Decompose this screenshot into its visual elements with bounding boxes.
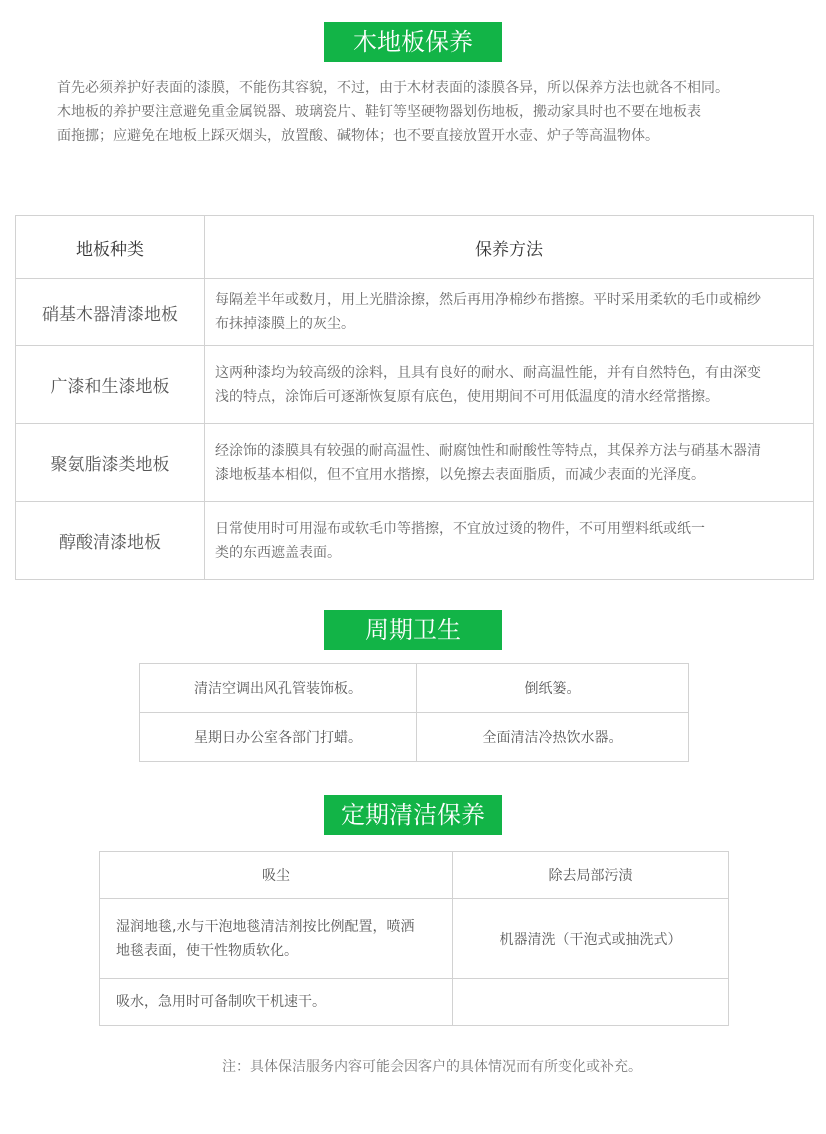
method-line: 类的东西遮盖表面。 (215, 544, 341, 561)
care-method (205, 424, 814, 502)
intro-paragraph (57, 76, 787, 148)
header-floor-type: 地板种类 (16, 216, 205, 279)
table-row (140, 713, 689, 762)
hygiene-task: 全面清洁冷热饮水器。 (417, 713, 689, 762)
cleaning-step (100, 899, 453, 979)
intro-line: 首先必须养护好表面的漆膜，不能伤其容貌，不过，由于木材表面的漆膜各异，所以保养方法也就各不相同。 (57, 80, 729, 96)
method-line: 经涂饰的漆膜具有较强的耐高温性、耐腐蚀性和耐酸性等特点，其保养方法与硝基木器清 (215, 442, 761, 459)
table-row (16, 502, 814, 580)
cleaning-method: 机器清洗（干泡式或抽洗式） (453, 899, 729, 979)
floor-type: 广漆和生漆地板 (16, 346, 205, 424)
care-method (205, 502, 814, 580)
step-line: 湿润地毯,水与干泡地毯清洁剂按比例配置，喷洒 (116, 918, 415, 935)
step-line: 地毯表面，使干性物质软化。 (116, 942, 298, 959)
care-method (205, 279, 814, 346)
table-header-row (16, 216, 814, 279)
footnote: 注：具体保洁服务内容可能会因客户的具体情况而有所变化或补充。 (222, 1059, 642, 1075)
floor-type: 聚氨脂漆类地板 (16, 424, 205, 502)
floor-type: 硝基木器清漆地板 (16, 279, 205, 346)
table-header-row (100, 852, 729, 899)
care-method (205, 346, 814, 424)
method-line: 这两种漆均为较高级的涂料，且具有良好的耐水、耐高温性能，并有自然特色，有由深变 (215, 364, 761, 381)
method-line: 布抹掉漆膜上的灰尘。 (215, 316, 355, 332)
floor-care-table (15, 215, 814, 580)
intro-line: 木地板的养护要注意避免重金属锐器、玻璃瓷片、鞋钉等坚硬物器划伤地板，搬动家具时也不要在地板表 (57, 104, 701, 120)
cleaning-method-empty (453, 979, 729, 1026)
header-stain-removal: 除去局部污渍 (453, 852, 729, 899)
table-row (100, 899, 729, 979)
regular-cleaning-table (99, 851, 729, 1026)
table-row (140, 664, 689, 713)
method-line: 浅的特点，涂饰后可逐渐恢复原有底色，使用期间不可用低温度的清水经常揩擦。 (215, 388, 719, 405)
table-row (16, 424, 814, 502)
hygiene-task: 星期日办公室各部门打蜡。 (140, 713, 417, 762)
header-vacuum: 吸尘 (100, 852, 453, 899)
section-title-floor-care: 木地板保养 (324, 22, 502, 62)
cleaning-step: 吸水，急用时可备制吹干机速干。 (100, 979, 453, 1026)
section-title-periodic-hygiene: 周期卫生 (324, 610, 502, 650)
method-line: 漆地板基本相似，但不宜用水揩擦，以免擦去表面脂质，而减少表面的光泽度。 (215, 466, 705, 483)
method-line: 日常使用时可用湿布或软毛巾等揩擦，不宜放过烫的物件，不可用塑料纸或纸一 (215, 520, 705, 537)
intro-line: 面拖挪；应避免在地板上踩灭烟头，放置酸、碱物体；也不要直接放置开水壶、炉子等高温物体。 (57, 128, 659, 144)
hygiene-task: 倒纸篓。 (417, 664, 689, 713)
table-row (16, 279, 814, 346)
section-title-regular-cleaning: 定期清洁保养 (324, 795, 502, 835)
table-row (16, 346, 814, 424)
table-row (100, 979, 729, 1026)
floor-type: 醇酸清漆地板 (16, 502, 205, 580)
hygiene-task: 清洁空调出风孔管装饰板。 (140, 664, 417, 713)
header-care-method: 保养方法 (205, 216, 814, 279)
periodic-hygiene-table (139, 663, 689, 762)
method-line: 每隔差半年或数月，用上光腊涂擦，然后再用净棉纱布揩擦。平时采用柔软的毛巾或棉纱 (215, 292, 761, 308)
